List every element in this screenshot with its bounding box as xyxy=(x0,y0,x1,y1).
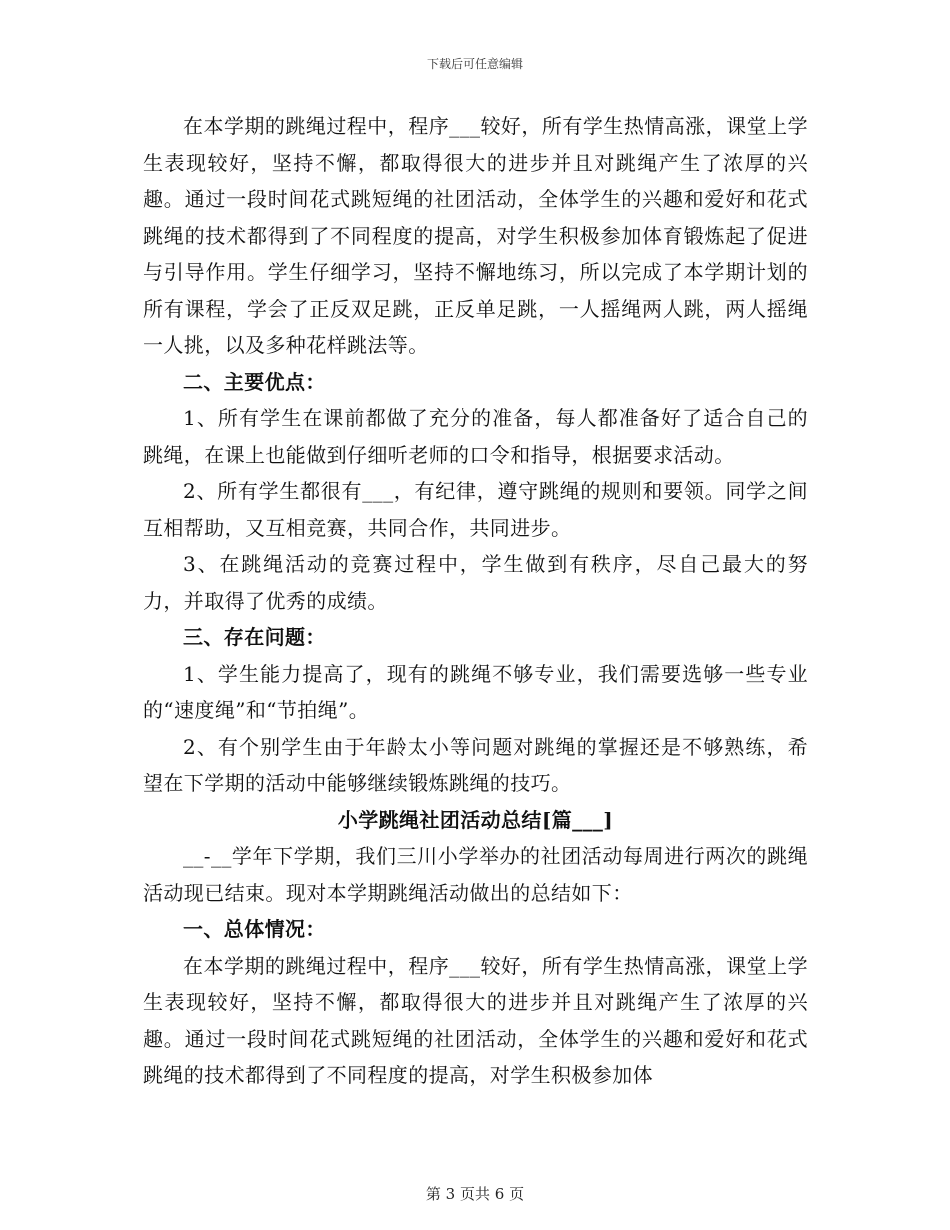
heading-existing-problems: 三、存在问题： xyxy=(183,625,326,649)
heading-overall-situation: 一、总体情况： xyxy=(183,917,326,941)
page-header: 下载后可任意编辑 xyxy=(426,57,523,71)
page-footer: 第 3 页共 6 页 xyxy=(425,1185,525,1203)
paragraph-intro: __-__学年下学期，我们三川小学举办的社团活动每周进行两次的跳绳活动现已结束。现对本学期跳绳活动做出的总结如下： xyxy=(143,844,808,905)
paragraph-problem-2: 2、有个别学生由于年龄太小等问题对跳绳的掌握还是不够熟练，希望在下学期的活动中能够继续锻炼跳绳的技巧。 xyxy=(143,734,808,795)
paragraph-overview: 在本学期的跳绳过程中，程序___较好，所有学生热情高涨，课堂上学生表现较好，坚持不懈，都取得很大的进步并且对跳绳产生了浓厚的兴趣。通过一段时间花式跳短绳的社团活动，全体学生的兴趣和爱好和花式跳绳的技术都得到了不同程度的提高，对学生积极参加体育锻炼起了促进与引导作用。学生仔细学习，坚持不懈地练习，所以完成了本学期计划的所有课程，学会了正反双足跳，正反单足跳，一人摇绳两人跳，两人摇绳一人挑，以及多种花样跳法等。 xyxy=(143,114,808,357)
paragraph-overview-repeat: 在本学期的跳绳过程中，程序___较好，所有学生热情高涨，课堂上学生表现较好，坚持不懈，都取得很大的进步并且对跳绳产生了浓厚的兴趣。通过一段时间花式跳短绳的社团活动，全体学生的兴趣和爱好和花式跳绳的技术都得到了不同程度的提高，对学生积极参加体 xyxy=(143,953,808,1087)
paragraph-strength-2: 2、所有学生都很有___，有纪律，遵守跳绳的规则和要领。同学之间互相帮助，又互相竞赛，共同合作，共同进步。 xyxy=(143,479,808,540)
document-body xyxy=(143,108,808,1094)
heading-main-strengths: 二、主要优点： xyxy=(183,369,326,394)
paragraph-strength-3: 3、在跳绳活动的竞赛过程中，学生做到有秩序，尽自己最大的努力，并取得了优秀的成绩。 xyxy=(143,552,808,613)
paragraph-problem-1: 1、学生能力提高了，现有的跳绳不够专业，我们需要选够一些专业的“速度绳”和“节拍绳”。 xyxy=(143,661,808,722)
paragraph-strength-1: 1、所有学生在课前都做了充分的准备，每人都准备好了适合自己的跳绳，在课上也能做到仔细听老师的口令和指导，根据要求活动。 xyxy=(143,406,808,467)
section-title: 小学跳绳社团活动总结[篇___] xyxy=(337,807,614,832)
